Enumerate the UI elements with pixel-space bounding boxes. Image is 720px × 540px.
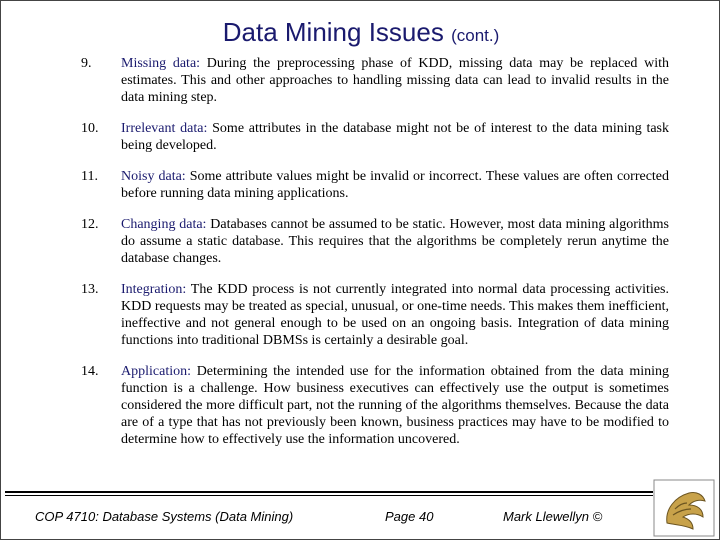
list-item [81, 120, 669, 154]
list-item [81, 281, 669, 349]
item-body [121, 55, 669, 106]
item-body [121, 281, 669, 349]
item-number: 9. [81, 56, 92, 71]
item-body [121, 363, 669, 448]
slide-footer [5, 491, 645, 538]
slide-title [1, 17, 720, 48]
list-item [81, 363, 669, 448]
item-term: Irrelevant data: [121, 121, 208, 136]
list-item [81, 216, 669, 267]
item-text: The KDD process is not currently integrated into normal data processing activities. KDD requests may be treated as special, unusual, or one-time needs. This makes them inefficient, ineffective and not general enough to be used on an ongoing basis. Integration of data mining functions into traditional DBMSs is certainly a desirable goal. [121, 282, 669, 348]
item-body [121, 216, 669, 267]
item-body [121, 120, 669, 154]
footer-author: Mark Llewellyn © [503, 509, 603, 524]
item-term: Integration: [121, 282, 187, 297]
list-item [81, 168, 669, 202]
item-text: Some attribute values might be invalid or incorrect. These values are often corrected before running data mining applications. [121, 169, 670, 201]
item-number: 13. [81, 282, 99, 297]
item-number: 10. [81, 121, 99, 136]
footer-page-number: Page 40 [385, 509, 434, 524]
title-sub: (cont.) [451, 26, 500, 45]
item-term: Noisy data: [121, 169, 186, 184]
item-term: Application: [121, 364, 191, 379]
item-text: Determining the intended use for the information obtained from the data mining function is a challenge. How business executives can effectively use the output is sometimes considered the more difficult part, not the running of the algorithms themselves. Because the data are of a type that has not previously been known, business practices may have to be modified to determine how to effectively use the information uncovered. [121, 364, 669, 447]
item-term: Changing data: [121, 217, 207, 232]
list-item [81, 55, 669, 106]
item-body [121, 168, 669, 202]
item-number: 11. [81, 169, 98, 184]
title-main: Data Mining Issues [222, 17, 444, 47]
item-number: 12. [81, 217, 99, 232]
pegasus-logo-icon [653, 479, 715, 537]
item-term: Missing data: [121, 56, 201, 71]
footer-course: COP 4710: Database Systems (Data Mining) [35, 509, 294, 524]
footer-divider [5, 495, 653, 496]
item-number: 14. [81, 364, 99, 379]
item-text: Databases cannot be assumed to be static. However, most data mining algorithms do assume a static database. This requires that the algorithms be completely rerun anytime the database changes. [121, 217, 669, 266]
item-text: During the preprocessing phase of KDD, missing data may be replaced with estimates. This and other approaches to handling missing data can lead to invalid results in the data mining step. [121, 56, 669, 105]
issue-list [81, 55, 669, 462]
footer-divider [5, 491, 653, 493]
item-text: Some attributes in the database might not be of interest to the data mining task being developed. [121, 121, 669, 153]
